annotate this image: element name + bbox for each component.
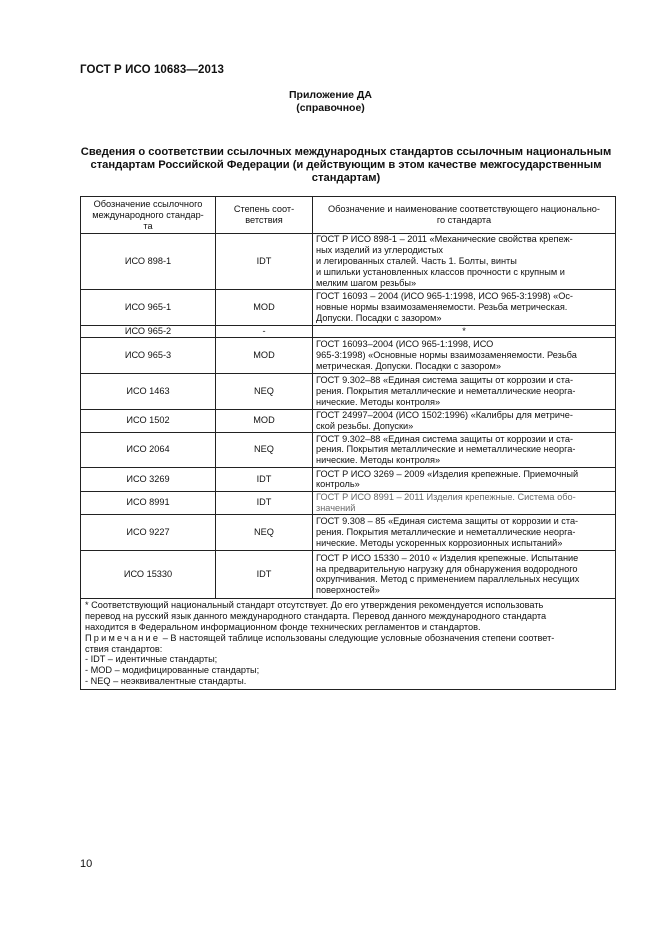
national-standard-line: метрическая. Допуски. Посадки с зазором»: [316, 360, 501, 371]
page-number: 10: [80, 858, 93, 870]
table-row: [81, 514, 616, 550]
reference-standard-cell: ИСО 965-3: [81, 337, 216, 373]
national-standard-line: мелким шагом резьбы»: [316, 277, 417, 288]
national-standard-cell: [313, 550, 616, 598]
compliance-degree-cell: IDT: [216, 467, 313, 491]
annex-subtitle: (справочное): [296, 101, 365, 114]
national-standard-cell: [313, 290, 616, 326]
national-standard-line: ГОСТ 16093 – 2004 (ИСО 965-1:1998, ИСО 965-3:1998) «Ос-: [316, 291, 573, 302]
national-standard-cell: [313, 467, 616, 491]
heading-line: Сведения о соответствии ссылочных международных стандартов ссылочным национальным: [80, 146, 612, 158]
national-standard-line: ГОСТ Р ИСО 898-1 – 2011 «Механические свойства крепеж-: [316, 234, 573, 245]
footnote-line: * Соответствующий национальный стандарт отсутствует. До его утверждения рекомендуется использовать: [85, 599, 544, 610]
table-note-row: [81, 598, 616, 689]
table-row: [81, 337, 616, 373]
table-row: [81, 550, 616, 598]
national-standard-line: и легированных сталей. Часть 1. Болты, винты: [316, 256, 517, 267]
table-row: [81, 491, 616, 514]
reference-standard-cell: ИСО 898-1: [81, 234, 216, 290]
heading-line: стандартам): [311, 172, 381, 185]
column-header-national-standard: Обозначение и наименование соответствующего национально- го стандарта: [313, 197, 616, 234]
national-standard-cell: [313, 514, 616, 550]
footnote-line: перевод на русский язык данного международного стандарта. Перевод данного международного стандарта: [85, 610, 547, 621]
national-standard-line: новные нормы взаимозаменяемости. Резьба метрическая.: [316, 302, 568, 313]
annex-title-block: [0, 89, 661, 114]
compliance-degree-cell: IDT: [216, 491, 313, 514]
reference-standard-cell: ИСО 965-2: [81, 326, 216, 338]
reference-standard-cell: ИСО 9227: [81, 514, 216, 550]
national-standard-cell: [313, 373, 616, 409]
national-standard-line: рения. Покрытия металлические и неметаллические неорга-: [316, 444, 576, 455]
national-standard-line: нические. Методы ускоренных коррозионных испытаний»: [316, 537, 563, 548]
table-row: [81, 326, 616, 338]
national-standard-line: Допуски. Посадки с зазором»: [316, 312, 442, 323]
national-standard-line: контроль»: [316, 479, 360, 490]
national-standard-line: и шпильки установленных классов прочности с крупным и: [316, 266, 565, 277]
compliance-degree-cell: MOD: [216, 409, 313, 432]
national-standard-cell: [313, 337, 616, 373]
compliance-degree-cell: NEQ: [216, 514, 313, 550]
reference-standard-cell: ИСО 2064: [81, 432, 216, 467]
compliance-degree-cell: IDT: [216, 550, 313, 598]
national-standard-cell: [313, 234, 616, 290]
table-header-row: [81, 197, 616, 234]
table-row: [81, 234, 616, 290]
compliance-degree-cell: MOD: [216, 290, 313, 326]
national-standard-line: нические. Методы контроля»: [316, 455, 441, 466]
table-row: [81, 409, 616, 432]
national-standard-line: ской резьбы. Допуски»: [316, 420, 414, 431]
correspondence-table: [80, 196, 616, 690]
legend-item: - MOD – модифицированные стандарты;: [85, 665, 260, 676]
footnote-line: находится в Федеральном информационном фонде технических регламентов и стандартов.: [85, 621, 481, 632]
national-standard-line: значений: [316, 502, 356, 513]
section-heading: [80, 146, 612, 186]
national-standard-line: ГОСТ 9.308 – 85 «Единая система защиты от коррозии и ста-: [316, 516, 579, 527]
national-standard-line: поверхностей»: [316, 585, 380, 596]
national-standard-line: ГОСТ Р ИСО 3269 – 2009 «Изделия крепежные. Приемочный: [316, 468, 579, 479]
national-standard-line: рения. Покрытия металлические и неметаллические неорга-: [316, 385, 576, 396]
table-row: [81, 290, 616, 326]
heading-line: стандартам Российской Федерации (и действующим в этом качестве межгосударственным: [90, 159, 602, 172]
table-note: [81, 598, 616, 689]
compliance-degree-cell: -: [216, 326, 313, 338]
legend-item: - NEQ – неэквивалентные стандарты.: [85, 676, 247, 687]
reference-standard-cell: ИСО 965-1: [81, 290, 216, 326]
national-standard-line: ГОСТ 9.302–88 «Единая система защиты от коррозии и ста-: [316, 375, 574, 386]
legend-item: - IDT – идентичные стандарты;: [85, 654, 218, 665]
national-standard-cell: [313, 326, 616, 338]
column-header-degree: Степень соот- ветствия: [216, 197, 313, 234]
national-standard-line: ных изделий из углеродистых: [316, 245, 443, 256]
reference-standard-cell: ИСО 1502: [81, 409, 216, 432]
remark-label: Примечание: [85, 632, 161, 643]
national-standard-line: нические. Методы контроля»: [316, 396, 441, 407]
reference-standard-cell: ИСО 15330: [81, 550, 216, 598]
table-row: [81, 432, 616, 467]
national-standard-line: 965-3:1998) «Основные нормы взаимозаменяемости. Резьба: [316, 349, 577, 360]
national-standard-line: *: [462, 326, 466, 336]
reference-standard-cell: ИСО 1463: [81, 373, 216, 409]
standard-code: ГОСТ Р ИСО 10683—2013: [80, 64, 225, 76]
national-standard-line: рения. Покрытия металлические и неметаллические неорга-: [316, 526, 576, 537]
table-row: [81, 467, 616, 491]
table-row: [81, 373, 616, 409]
national-standard-line: охрупчивания. Метод с применением параллельных несущих: [316, 574, 580, 585]
national-standard-cell: [313, 491, 616, 514]
national-standard-line: ГОСТ Р ИСО 15330 – 2010 « Изделия крепежные. Испытание: [316, 552, 579, 563]
national-standard-line: ГОСТ Р ИСО 8991 – 2011 Изделия крепежные. Система обо-: [316, 492, 576, 502]
annex-title: Приложение ДА: [289, 89, 372, 101]
national-standard-line: ГОСТ 24997–2004 (ИСО 1502:1996) «Калибры для метриче-: [316, 410, 573, 420]
national-standard-line: ГОСТ 9.302–88 «Единая система защиты от коррозии и ста-: [316, 433, 574, 444]
column-header-reference: Обозначение ссылочного международного стандар- та: [81, 197, 216, 234]
national-standard-cell: [313, 432, 616, 467]
compliance-degree-cell: MOD: [216, 337, 313, 373]
national-standard-line: ГОСТ 16093–2004 (ИСО 965-1:1998, ИСО: [316, 339, 494, 350]
remark-text: – В настоящей таблице использованы следующие условные обозначения степени соответ-: [160, 632, 555, 643]
national-standard-line: на предварительную нагрузку для обнаружения водородного: [316, 563, 578, 574]
compliance-degree-cell: NEQ: [216, 373, 313, 409]
compliance-degree-cell: NEQ: [216, 432, 313, 467]
reference-standard-cell: ИСО 8991: [81, 491, 216, 514]
national-standard-cell: [313, 409, 616, 432]
remark-line: ствия стандартов:: [85, 643, 163, 654]
reference-standard-cell: ИСО 3269: [81, 467, 216, 491]
compliance-degree-cell: IDT: [216, 234, 313, 290]
remark-line: [85, 633, 611, 644]
